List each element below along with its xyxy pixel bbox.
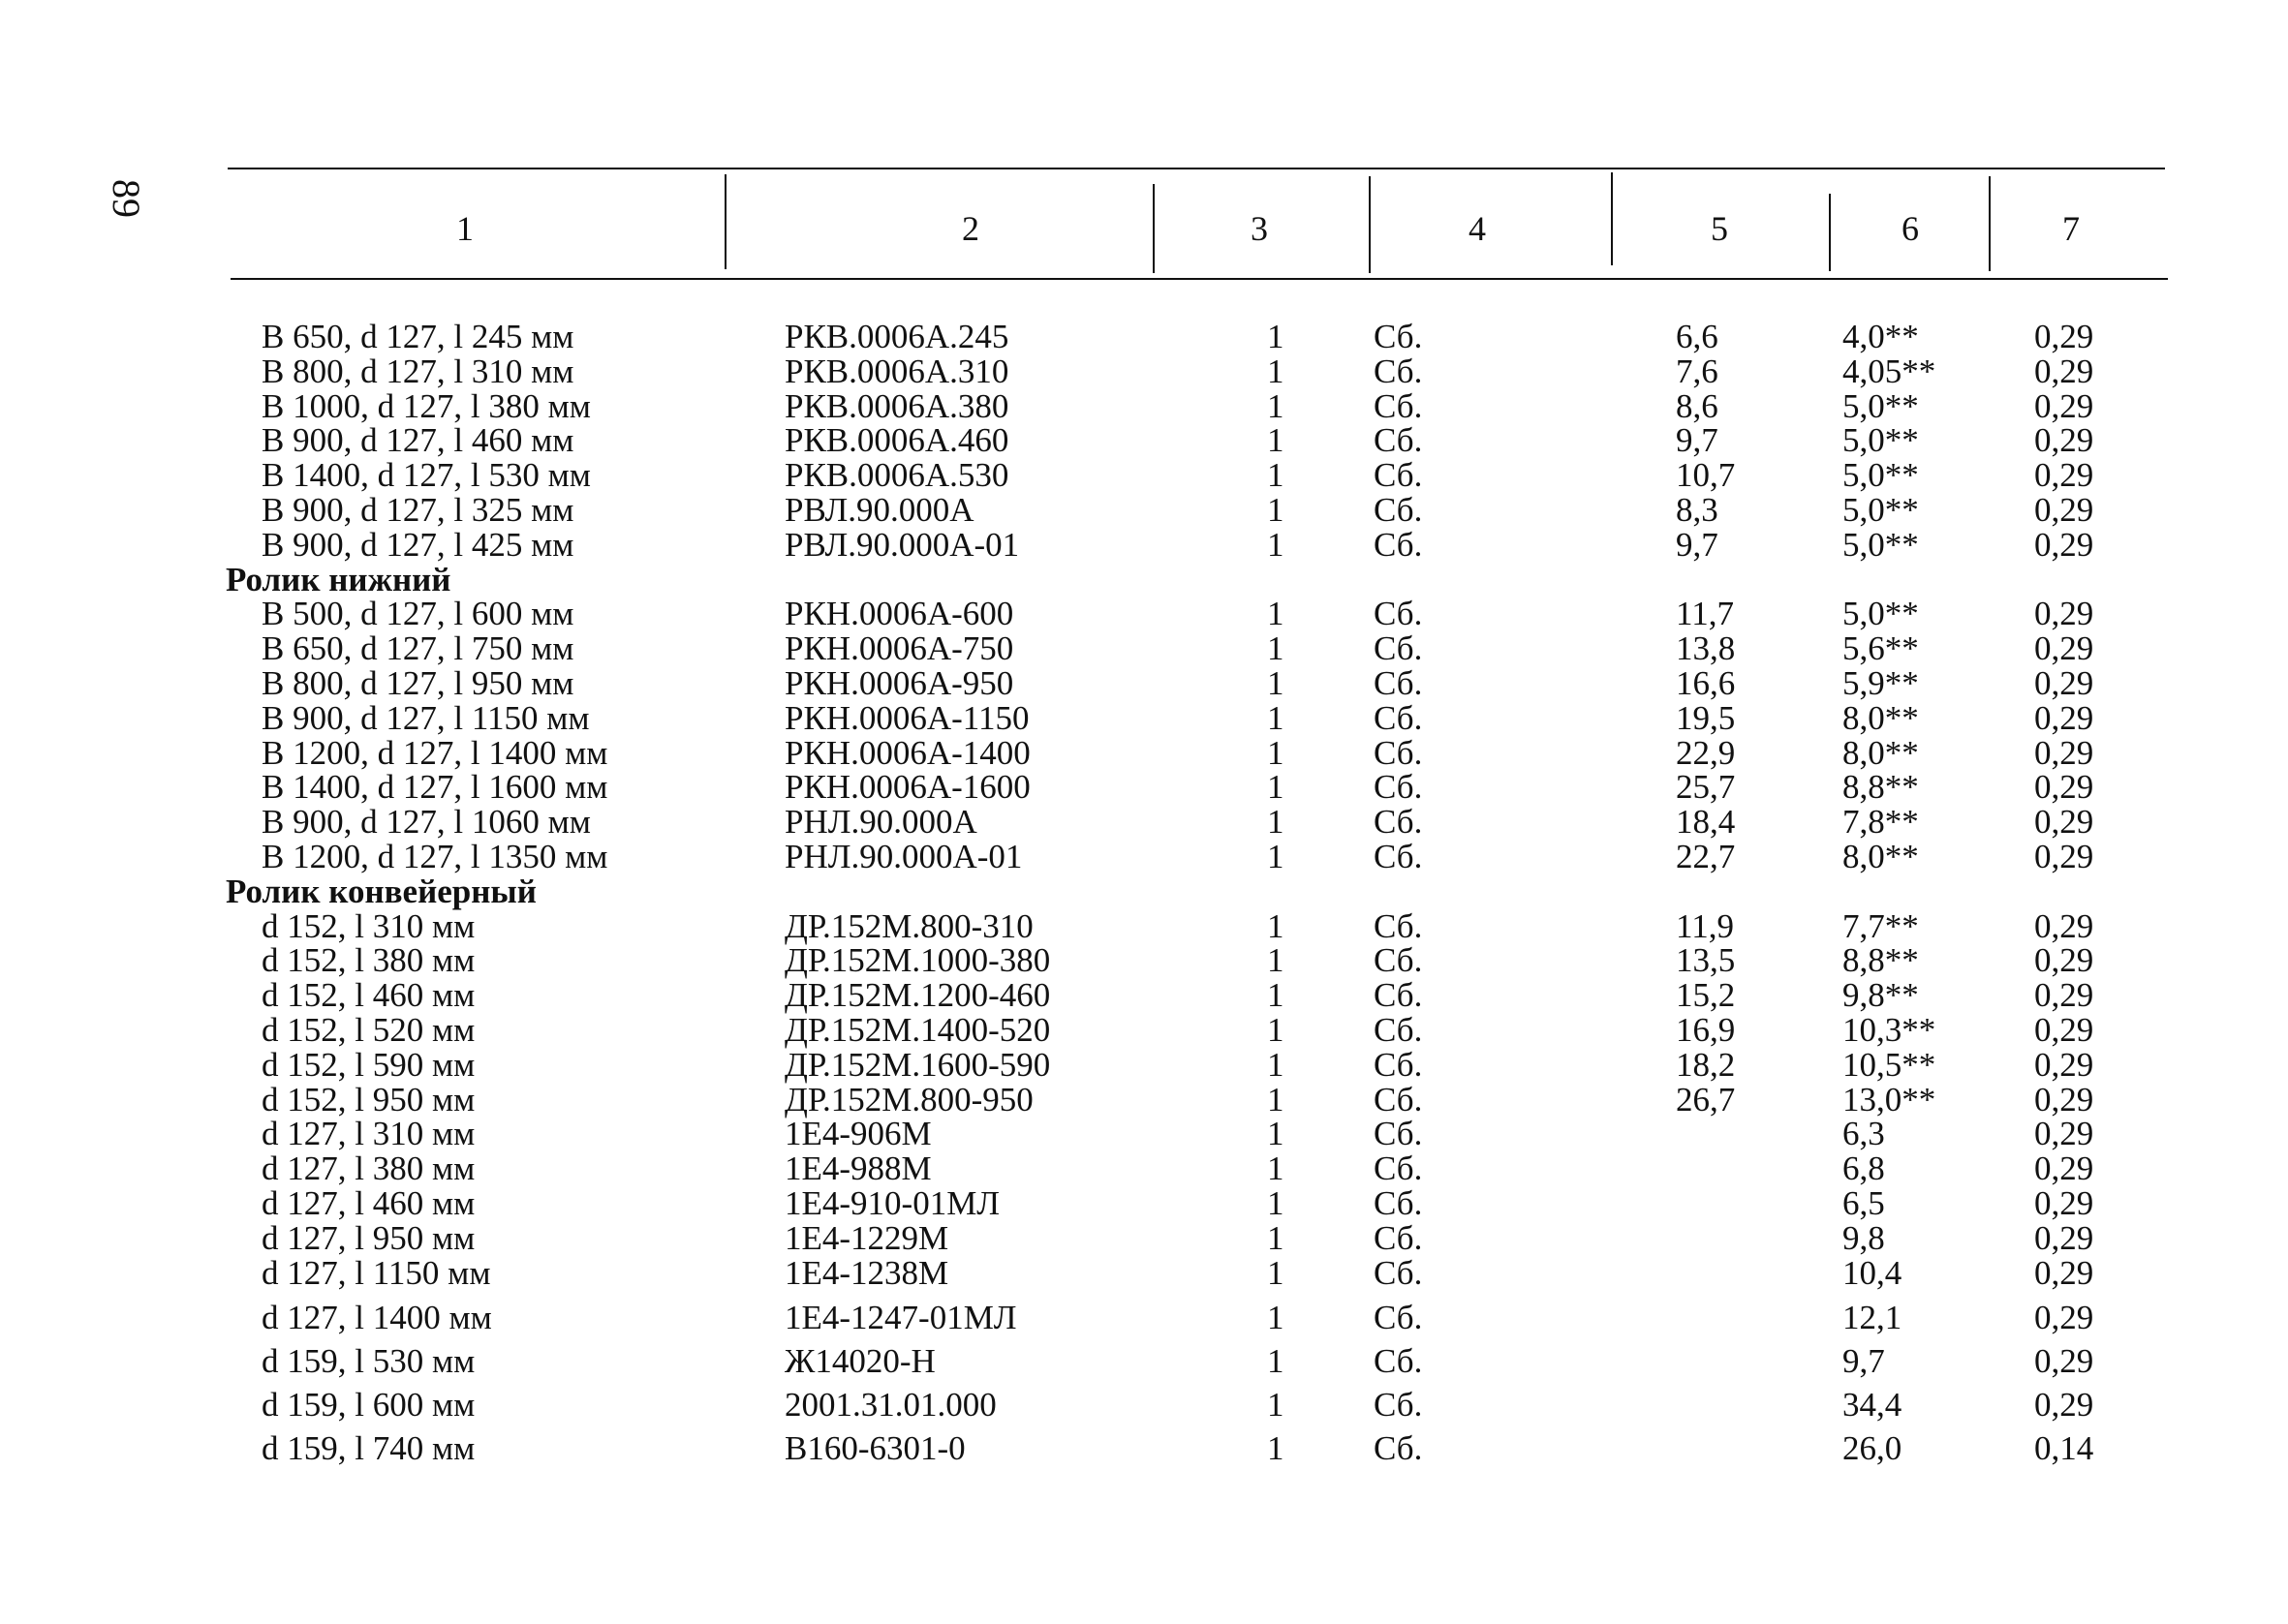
cell-col6: 7,8** <box>1842 803 1919 842</box>
cell-quantity: 1 <box>1267 595 1284 633</box>
cell-quantity: 1 <box>1267 421 1284 460</box>
cell-type: Сб. <box>1374 698 1423 737</box>
cell-designation: d 127, l 1150 мм <box>262 1253 491 1292</box>
cell-designation: B 800, d 127, l 310 мм <box>262 352 574 390</box>
cell-col5: 18,2 <box>1676 1045 1736 1084</box>
cell-col7: 0,29 <box>2034 1253 2094 1292</box>
column-divider <box>1369 176 1371 273</box>
cell-type: Сб. <box>1374 1045 1423 1084</box>
cell-designation: d 127, l 950 мм <box>262 1218 476 1257</box>
table-row <box>0 631 2288 666</box>
column-divider <box>1829 194 1831 271</box>
cell-col7: 0,29 <box>2034 456 2094 495</box>
cell-col5: 8,3 <box>1676 491 1718 529</box>
cell-code: РКВ.0006А.380 <box>785 386 1009 425</box>
cell-designation: d 152, l 950 мм <box>262 1080 476 1118</box>
cell-col5: 9,7 <box>1676 525 1718 564</box>
cell-type: Сб. <box>1374 664 1423 702</box>
cell-type: Сб. <box>1374 525 1423 564</box>
cell-code: ДР.152М.1000-380 <box>785 941 1051 980</box>
cell-designation: B 900, d 127, l 1060 мм <box>262 803 591 842</box>
cell-designation: B 650, d 127, l 750 мм <box>262 629 574 668</box>
cell-quantity: 1 <box>1267 733 1284 772</box>
cell-col7: 0,29 <box>2034 664 2094 702</box>
table-row <box>0 493 2288 528</box>
cell-type: Сб. <box>1374 1115 1423 1153</box>
cell-type: Сб. <box>1374 456 1423 495</box>
cell-col5: 11,7 <box>1676 595 1734 633</box>
cell-quantity: 1 <box>1267 456 1284 495</box>
cell-col5: 8,6 <box>1676 386 1718 425</box>
cell-quantity: 1 <box>1267 1253 1284 1292</box>
cell-col6: 5,0** <box>1842 386 1919 425</box>
column-header: 4 <box>1469 209 1486 248</box>
cell-designation: B 650, d 127, l 245 мм <box>262 318 574 355</box>
cell-designation: d 152, l 520 мм <box>262 1011 476 1049</box>
cell-col5: 18,4 <box>1676 803 1736 842</box>
cell-col5: 9,7 <box>1676 421 1718 460</box>
cell-code: РКН.0006А-1150 <box>785 698 1030 737</box>
cell-designation: B 800, d 127, l 950 мм <box>262 664 574 702</box>
table-row <box>0 1186 2288 1221</box>
cell-col5: 15,2 <box>1676 976 1736 1015</box>
cell-designation: d 152, l 380 мм <box>262 941 476 980</box>
cell-code: РВЛ.90.000А-01 <box>785 525 1020 564</box>
cell-col6: 5,0** <box>1842 456 1919 495</box>
cell-type: Сб. <box>1374 768 1423 807</box>
table-row <box>0 666 2288 701</box>
cell-col6: 8,8** <box>1842 941 1919 980</box>
cell-type: Сб. <box>1374 421 1423 460</box>
table-header-rule <box>231 278 2168 280</box>
cell-col7: 0,29 <box>2034 1342 2094 1380</box>
cell-col6: 9,7 <box>1842 1342 1885 1380</box>
table-row <box>0 320 2288 354</box>
table-row <box>0 597 2288 631</box>
cell-designation: B 900, d 127, l 325 мм <box>262 491 574 529</box>
cell-designation: B 1200, d 127, l 1400 мм <box>262 733 608 772</box>
cell-code: ДР.152М.1600-590 <box>785 1045 1051 1084</box>
cell-col7: 0,29 <box>2034 1299 2094 1336</box>
cell-quantity: 1 <box>1267 976 1284 1015</box>
cell-col7: 0,29 <box>2034 838 2094 875</box>
cell-type: Сб. <box>1374 1299 1423 1336</box>
table-row <box>0 733 2288 772</box>
cell-quantity: 1 <box>1267 386 1284 425</box>
cell-col6: 5,9** <box>1842 664 1919 702</box>
cell-col7: 0,29 <box>2034 595 2094 633</box>
table-row <box>0 423 2288 458</box>
cell-quantity: 1 <box>1267 906 1284 945</box>
cell-type: Сб. <box>1374 803 1423 842</box>
cell-code: РКН.0006А-600 <box>785 595 1014 633</box>
column-header: 7 <box>2062 209 2080 248</box>
cell-col7: 0,14 <box>2034 1429 2094 1467</box>
cell-code: 1Е4-906М <box>785 1115 932 1153</box>
cell-col7: 0,29 <box>2034 491 2094 529</box>
cell-quantity: 1 <box>1267 838 1284 875</box>
cell-code: 1Е4-1229М <box>785 1218 949 1257</box>
cell-code: 1Е4-1247-01МЛ <box>785 1299 1017 1336</box>
cell-col6: 34,4 <box>1842 1386 1902 1424</box>
group-heading-row <box>0 874 2288 909</box>
cell-quantity: 1 <box>1267 491 1284 529</box>
cell-type: Сб. <box>1374 491 1423 529</box>
column-divider <box>725 174 727 269</box>
cell-designation: d 152, l 460 мм <box>262 976 476 1015</box>
cell-col5: 26,7 <box>1676 1080 1736 1118</box>
cell-code: РКВ.0006А.530 <box>785 456 1009 495</box>
table-row <box>0 1253 2288 1292</box>
table-row <box>0 354 2288 389</box>
cell-col7: 0,29 <box>2034 386 2094 425</box>
cell-col5: 13,5 <box>1676 941 1736 980</box>
cell-col7: 0,29 <box>2034 629 2094 668</box>
cell-quantity: 1 <box>1267 1386 1284 1424</box>
cell-quantity: 1 <box>1267 1115 1284 1153</box>
cell-col6: 4,0** <box>1842 318 1919 355</box>
table-row <box>0 458 2288 493</box>
cell-col6: 13,0** <box>1842 1080 1936 1118</box>
cell-code: РНЛ.90.000А-01 <box>785 838 1023 875</box>
cell-col7: 0,29 <box>2034 1080 2094 1118</box>
table-row <box>0 525 2288 564</box>
cell-code: Ж14020-Н <box>785 1342 936 1380</box>
cell-col7: 0,29 <box>2034 421 2094 460</box>
cell-col6: 5,0** <box>1842 525 1919 564</box>
table-row <box>0 943 2288 978</box>
cell-designation: d 152, l 310 мм <box>262 906 476 945</box>
cell-type: Сб. <box>1374 1218 1423 1257</box>
cell-type: Сб. <box>1374 1342 1423 1380</box>
cell-type: Сб. <box>1374 1253 1423 1292</box>
cell-col7: 0,29 <box>2034 941 2094 980</box>
cell-designation: B 900, d 127, l 460 мм <box>262 421 574 460</box>
cell-designation: B 500, d 127, l 600 мм <box>262 595 574 633</box>
cell-quantity: 1 <box>1267 698 1284 737</box>
table-row <box>0 386 2288 425</box>
cell-col7: 0,29 <box>2034 1184 2094 1222</box>
cell-code: ДР.152М.800-950 <box>785 1080 1034 1118</box>
cell-code: ДР.152М.1200-460 <box>785 976 1051 1015</box>
cell-code: 2001.31.01.000 <box>785 1386 997 1424</box>
cell-col7: 0,29 <box>2034 698 2094 737</box>
table-row <box>0 1218 2288 1257</box>
table-row <box>0 1301 2288 1335</box>
cell-col6: 10,5** <box>1842 1045 1936 1084</box>
column-divider <box>1153 184 1155 273</box>
cell-type: Сб. <box>1374 1184 1423 1222</box>
table-row <box>0 1080 2288 1118</box>
cell-quantity: 1 <box>1267 1218 1284 1257</box>
cell-quantity: 1 <box>1267 629 1284 668</box>
cell-designation: B 900, d 127, l 425 мм <box>262 525 574 564</box>
cell-quantity: 1 <box>1267 1429 1284 1467</box>
cell-col6: 5,0** <box>1842 491 1919 529</box>
cell-code: 1Е4-1238М <box>785 1253 949 1292</box>
cell-quantity: 1 <box>1267 1184 1284 1222</box>
cell-col6: 10,4 <box>1842 1253 1902 1292</box>
cell-col7: 0,29 <box>2034 1218 2094 1257</box>
table-row <box>0 1117 2288 1151</box>
cell-code: РКВ.0006А.460 <box>785 421 1009 460</box>
table-row <box>0 840 2288 874</box>
cell-designation: d 127, l 460 мм <box>262 1184 476 1222</box>
cell-code: ДР.152М.1400-520 <box>785 1011 1051 1049</box>
group-heading: Ролик конвейерный <box>226 872 537 910</box>
cell-col7: 0,29 <box>2034 906 2094 945</box>
cell-type: Сб. <box>1374 386 1423 425</box>
table-row <box>0 906 2288 945</box>
cell-col6: 8,8** <box>1842 768 1919 807</box>
cell-col7: 0,29 <box>2034 1115 2094 1153</box>
cell-col6: 7,7** <box>1842 906 1919 945</box>
cell-quantity: 1 <box>1267 768 1284 807</box>
cell-code: РВЛ.90.000А <box>785 491 974 529</box>
column-divider <box>1989 176 1991 271</box>
cell-type: Сб. <box>1374 733 1423 772</box>
cell-quantity: 1 <box>1267 1045 1284 1084</box>
cell-col5: 13,8 <box>1676 629 1736 668</box>
cell-col6: 5,0** <box>1842 595 1919 633</box>
cell-designation: B 1400, d 127, l 530 мм <box>262 456 591 495</box>
cell-quantity: 1 <box>1267 1149 1284 1188</box>
cell-type: Сб. <box>1374 838 1423 875</box>
cell-code: РКН.0006А-750 <box>785 629 1014 668</box>
cell-type: Сб. <box>1374 1080 1423 1118</box>
cell-type: Сб. <box>1374 941 1423 980</box>
cell-type: Сб. <box>1374 1149 1423 1188</box>
cell-quantity: 1 <box>1267 525 1284 564</box>
cell-code: РКВ.0006А.245 <box>785 318 1009 355</box>
cell-quantity: 1 <box>1267 1080 1284 1118</box>
cell-designation: d 152, l 590 мм <box>262 1045 476 1084</box>
cell-col6: 9,8 <box>1842 1218 1885 1257</box>
cell-quantity: 1 <box>1267 664 1284 702</box>
group-heading: Ролик нижний <box>226 560 451 598</box>
cell-type: Сб. <box>1374 906 1423 945</box>
cell-col6: 9,8** <box>1842 976 1919 1015</box>
cell-designation: d 159, l 530 мм <box>262 1342 476 1380</box>
cell-col7: 0,29 <box>2034 976 2094 1015</box>
cell-col5: 22,9 <box>1676 733 1736 772</box>
group-heading-row <box>0 560 2288 598</box>
cell-col7: 0,29 <box>2034 733 2094 772</box>
cell-quantity: 1 <box>1267 1342 1284 1380</box>
cell-code: РКВ.0006А.310 <box>785 352 1009 390</box>
cell-col6: 6,8 <box>1842 1149 1885 1188</box>
cell-type: Сб. <box>1374 318 1423 355</box>
cell-designation: d 127, l 310 мм <box>262 1115 476 1153</box>
cell-col6: 12,1 <box>1842 1299 1902 1336</box>
cell-code: ДР.152М.800-310 <box>785 906 1034 945</box>
cell-col6: 5,6** <box>1842 629 1919 668</box>
cell-col5: 10,7 <box>1676 456 1736 495</box>
column-header: 1 <box>456 209 474 248</box>
cell-col6: 5,0** <box>1842 421 1919 460</box>
column-header: 2 <box>962 209 979 248</box>
table-top-rule <box>228 168 2165 169</box>
cell-designation: B 1400, d 127, l 1600 мм <box>262 768 608 807</box>
cell-col5: 19,5 <box>1676 698 1736 737</box>
table-row <box>0 805 2288 840</box>
cell-quantity: 1 <box>1267 318 1284 355</box>
cell-code: РНЛ.90.000А <box>785 803 977 842</box>
table-row <box>0 1344 2288 1379</box>
cell-quantity: 1 <box>1267 1011 1284 1049</box>
cell-type: Сб. <box>1374 1011 1423 1049</box>
cell-col7: 0,29 <box>2034 525 2094 564</box>
cell-code: РКН.0006А-1400 <box>785 733 1031 772</box>
cell-col5: 16,6 <box>1676 664 1736 702</box>
cell-col7: 0,29 <box>2034 318 2094 355</box>
table-row <box>0 1013 2288 1048</box>
cell-col7: 0,29 <box>2034 1045 2094 1084</box>
cell-code: 1Е4-988М <box>785 1149 932 1188</box>
cell-col5: 7,6 <box>1676 352 1718 390</box>
cell-designation: d 159, l 600 мм <box>262 1386 476 1424</box>
cell-type: Сб. <box>1374 1429 1423 1467</box>
cell-designation: B 1000, d 127, l 380 мм <box>262 386 591 425</box>
cell-designation: d 159, l 740 мм <box>262 1429 476 1467</box>
cell-type: Сб. <box>1374 629 1423 668</box>
cell-type: Сб. <box>1374 1386 1423 1424</box>
cell-designation: B 1200, d 127, l 1350 мм <box>262 838 608 875</box>
table-row <box>0 1388 2288 1423</box>
cell-col7: 0,29 <box>2034 352 2094 390</box>
cell-col7: 0,29 <box>2034 768 2094 807</box>
cell-col7: 0,29 <box>2034 803 2094 842</box>
table-row <box>0 1045 2288 1084</box>
cell-col6: 6,5 <box>1842 1184 1885 1222</box>
table-row <box>0 1151 2288 1186</box>
cell-col5: 25,7 <box>1676 768 1736 807</box>
column-header: 3 <box>1251 209 1268 248</box>
cell-designation: B 900, d 127, l 1150 мм <box>262 698 590 737</box>
table-row <box>0 1431 2288 1466</box>
table-row <box>0 770 2288 805</box>
column-header: 5 <box>1711 209 1728 248</box>
cell-type: Сб. <box>1374 595 1423 633</box>
cell-quantity: 1 <box>1267 1299 1284 1336</box>
cell-code: РКН.0006А-950 <box>785 664 1014 702</box>
cell-col7: 0,29 <box>2034 1149 2094 1188</box>
column-divider <box>1611 172 1613 265</box>
cell-quantity: 1 <box>1267 352 1284 390</box>
cell-col5: 11,9 <box>1676 906 1734 945</box>
cell-col7: 0,29 <box>2034 1386 2094 1424</box>
cell-code: 1Е4-910-01МЛ <box>785 1184 1001 1222</box>
cell-col6: 6,3 <box>1842 1115 1885 1153</box>
cell-designation: d 127, l 380 мм <box>262 1149 476 1188</box>
cell-col6: 8,0** <box>1842 698 1919 737</box>
cell-quantity: 1 <box>1267 941 1284 980</box>
table-row <box>0 698 2288 737</box>
cell-designation: d 127, l 1400 мм <box>262 1299 492 1336</box>
table-row <box>0 978 2288 1013</box>
cell-col5: 6,6 <box>1676 318 1718 355</box>
cell-col6: 10,3** <box>1842 1011 1936 1049</box>
cell-col6: 8,0** <box>1842 838 1919 875</box>
column-header: 6 <box>1902 209 1919 248</box>
cell-col7: 0,29 <box>2034 1011 2094 1049</box>
page-number: 89 <box>105 179 148 218</box>
cell-type: Сб. <box>1374 976 1423 1015</box>
cell-col5: 16,9 <box>1676 1011 1736 1049</box>
cell-col5: 22,7 <box>1676 838 1736 875</box>
cell-quantity: 1 <box>1267 803 1284 842</box>
cell-code: В160-6301-0 <box>785 1429 966 1467</box>
cell-col6: 26,0 <box>1842 1429 1902 1467</box>
cell-type: Сб. <box>1374 352 1423 390</box>
cell-code: РКН.0006А-1600 <box>785 768 1031 807</box>
cell-col6: 4,05** <box>1842 352 1936 390</box>
cell-col6: 8,0** <box>1842 733 1919 772</box>
